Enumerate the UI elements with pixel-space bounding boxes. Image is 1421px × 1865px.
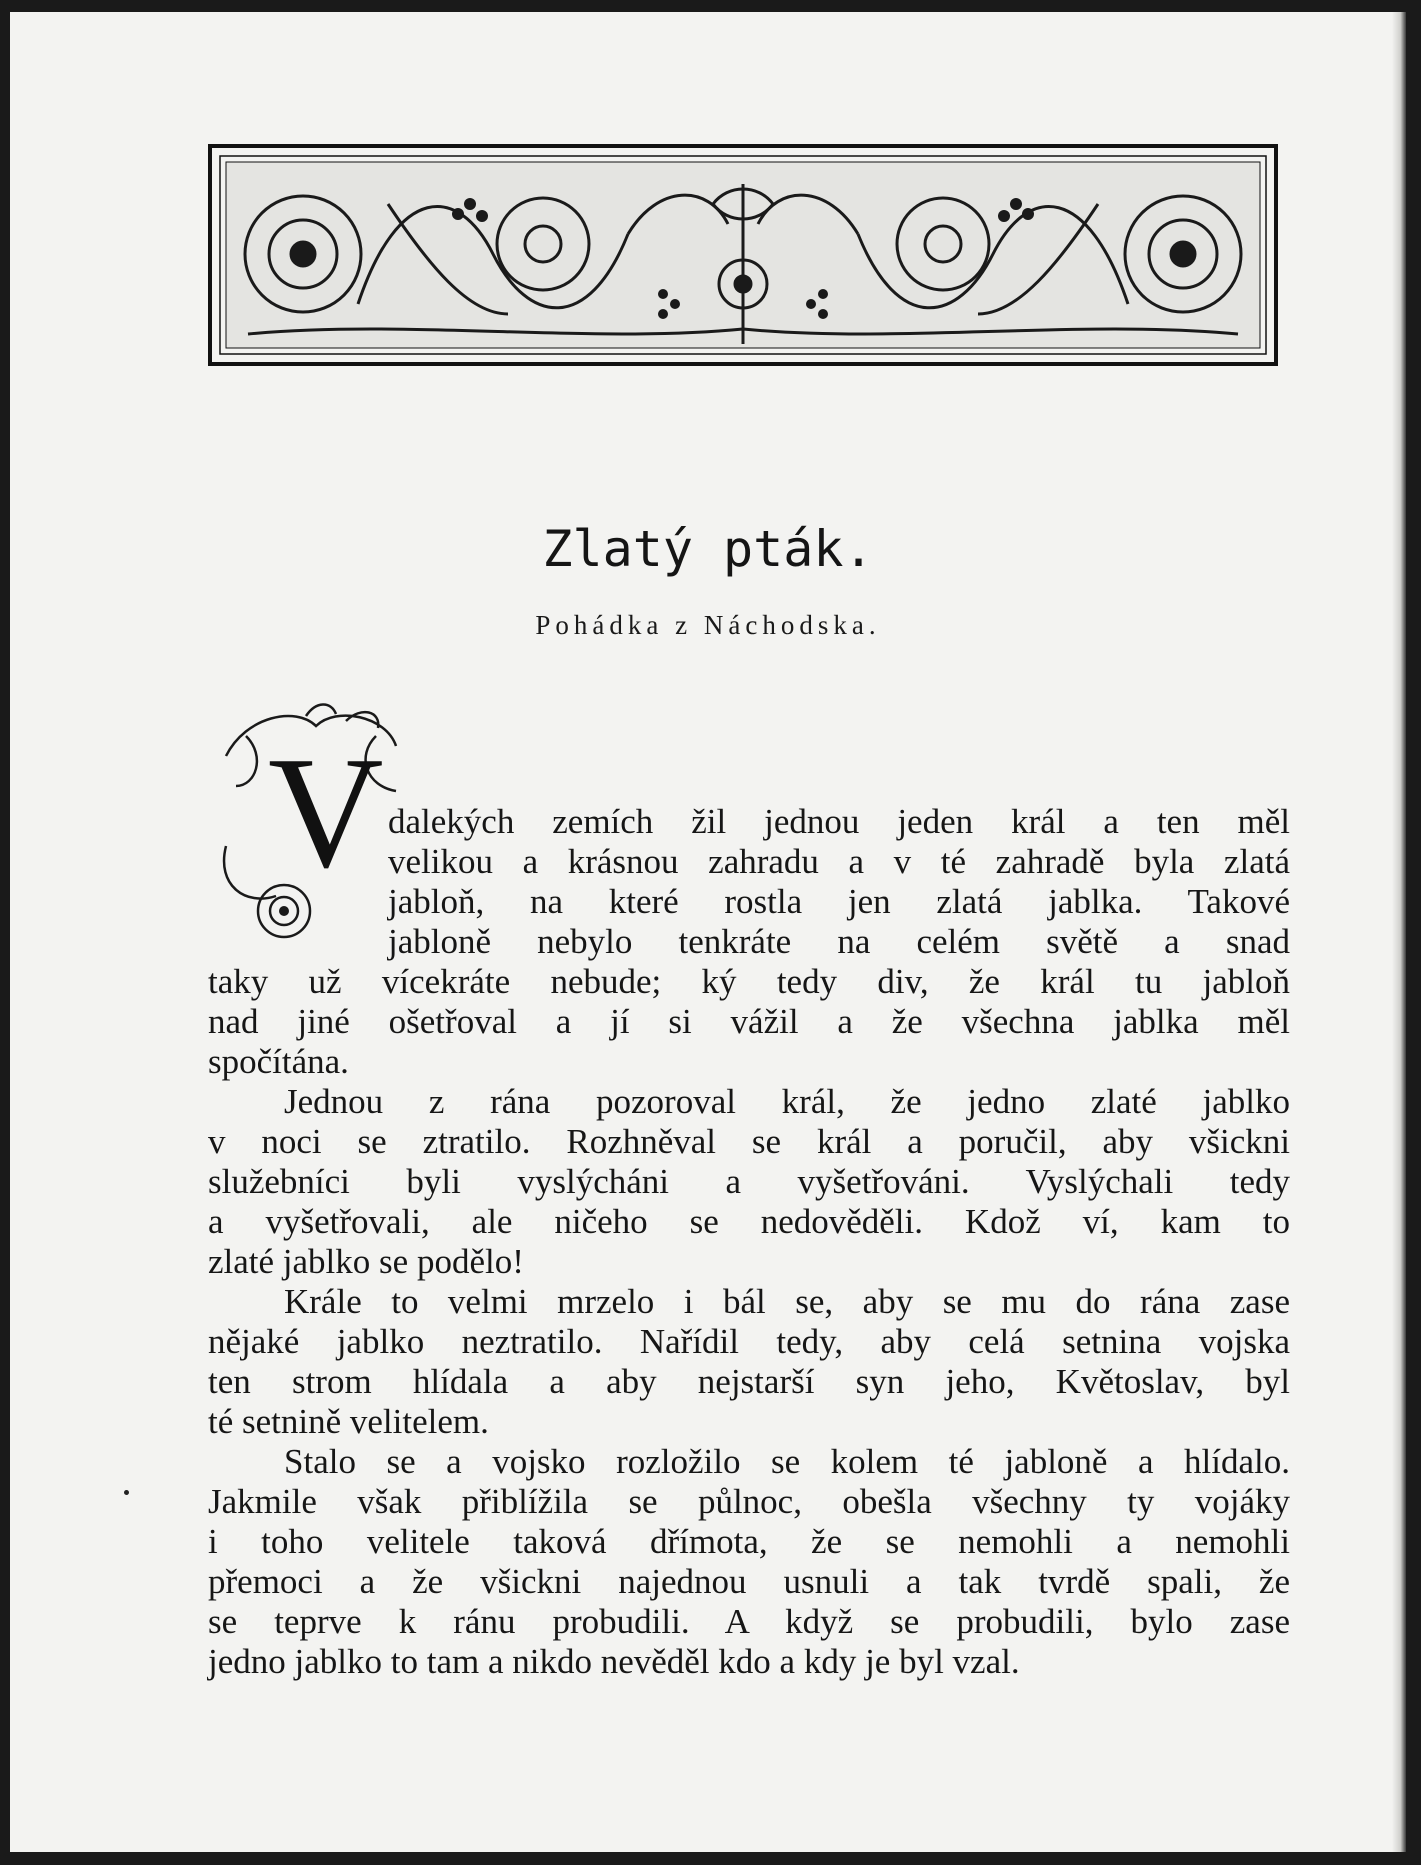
floral-ornament-icon xyxy=(208,144,1278,366)
text-line: zlaté jablko se podělo! xyxy=(208,1242,524,1281)
text-line: spočítána. xyxy=(208,1042,349,1081)
text-line: dalekých zemích žil jednou jeden král a ten měl xyxy=(388,802,1290,841)
text-line: služebníci byli vyslýcháni a vyšetřováni. Vyslýchali tedy xyxy=(208,1162,1290,1201)
story-text xyxy=(208,802,1290,1682)
text-line: jabloň, na které rostla jen zlatá jablka. Takové xyxy=(388,882,1290,921)
text-line: velikou a krásnou zahradu a v té zahradě byla zlatá xyxy=(388,842,1290,881)
margin-dot xyxy=(124,1490,129,1495)
ornamental-header-banner xyxy=(208,144,1278,366)
text-line: ten strom hlídala a aby nejstarší syn jeho, Květoslav, byl xyxy=(208,1362,1290,1401)
text-line: Stalo se a vojsko rozložilo se kolem té jabloně a hlídalo. xyxy=(284,1442,1290,1481)
text-line: Jednou z rána pozoroval král, že jedno zlaté jablko xyxy=(284,1082,1290,1121)
initial-letter: V xyxy=(268,723,384,901)
text-line: a vyšetřovali, ale ničeho se nedověděli. Kdož ví, kam to xyxy=(208,1202,1290,1241)
text-line: i toho velitele taková dřímota, že se nemohli a nemohli xyxy=(208,1522,1290,1561)
text-line: taky už vícekráte nebude; ký tedy div, že král tu jabloň xyxy=(208,962,1290,1001)
text-line: Jakmile však přiblížila se půlnoc, obešla všechny ty vojáky xyxy=(208,1482,1290,1521)
page-edge-shadow xyxy=(1392,12,1406,1852)
text-line: té setnině velitelem. xyxy=(208,1402,489,1441)
text-line: se teprve k ránu probudili. A když se probudili, bylo zase xyxy=(208,1602,1290,1641)
text-line: v noci se ztratilo. Rozhněval se král a poručil, aby všickni xyxy=(208,1122,1290,1161)
chapter-subtitle: Pohádka z Náchodska. xyxy=(535,610,881,640)
text-line: nějaké jablko neztratilo. Nařídil tedy, aby celá setnina vojska xyxy=(208,1322,1290,1361)
book-page xyxy=(10,12,1406,1852)
text-line: přemoci a že všickni najednou usnuli a tak tvrdě spali, že xyxy=(208,1562,1290,1601)
text-line: nad jiné ošetřoval a jí si vážil a že všechna jablka měl xyxy=(208,1002,1290,1041)
text-line: jedno jablko to tam a nikdo nevěděl kdo a kdy je byl vzal. xyxy=(208,1642,1020,1681)
text-line: Krále to velmi mrzelo i bál se, aby se mu do rána zase xyxy=(284,1282,1290,1321)
chapter-title: Zlatý pták. xyxy=(542,520,874,578)
text-line: jabloně nebylo tenkráte na celém světě a snad xyxy=(388,922,1290,961)
